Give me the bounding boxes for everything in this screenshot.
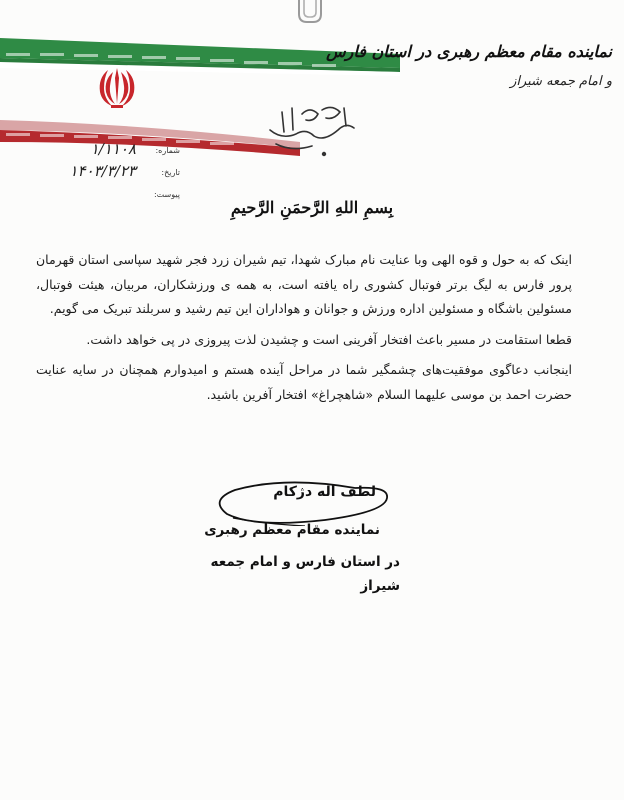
number-value: ۱/۱۱۰۸ [90,140,136,158]
body-paragraph-1: اینک که به حول و قوه الهی وبا عنایت نام مبارک شهدا، تیم شیران زرد فجر شهید سپاسی استان قهرمان پرور فارس به لیگ برتر فوتبال کشوری راه یافته است، به همه ی ورزشکاران، مربیان، هیئت فوتبال، مسئولین باشگاه و مسئولین اداره ورزش و جوانان و هواداران این تیم رشید و سربلند تبریک می گویم. [36,252,572,316]
date-label: تاریخ: [161,168,180,177]
body-paragraph-2: قطعا استقامت در مسیر باعث افتخار آفرینی است و چشیدن لذت پیروزی در پی خواهد داشت. [86,331,572,347]
date-row [30,162,180,184]
signer-name: لطف اله دژکام [273,484,376,500]
signer-title-line2: در استان فارس و امام جمعه شیراز [210,554,400,594]
number-label: شماره: [155,146,180,155]
letterhead-title: نماینده مقام معظم رهبری در استان فارس [326,42,612,61]
signature-block [170,478,400,598]
letterhead-subtitle: و امام جمعه شیراز [510,74,612,89]
signer-title-line1: نماینده مقام معظم رهبری [204,522,380,538]
number-row [30,140,180,162]
calligraphy-mark-icon [262,100,362,160]
attachment-label: پیوست: [153,190,180,199]
date-value: ۱۴۰۳/۳/۲۳ [69,162,136,180]
iran-emblem-icon [94,64,140,110]
paper-clip-icon [293,0,327,24]
body-paragraph-3: اینجانب دعاگوی موفقیت‌های چشمگیر شما در مراحل آینده هستم و امیدوارم همچنان در سایه عنایت حضرت احمد بن موسی علیهما السلام «شاهچراغ» افتخار آفرین باشید. [36,362,572,402]
basmala-heading: بِسمِ اللهِ الرَّحمَنِ الرَّحیمِ [230,198,394,217]
letter-body [36,248,572,413]
letter-meta [30,140,180,206]
